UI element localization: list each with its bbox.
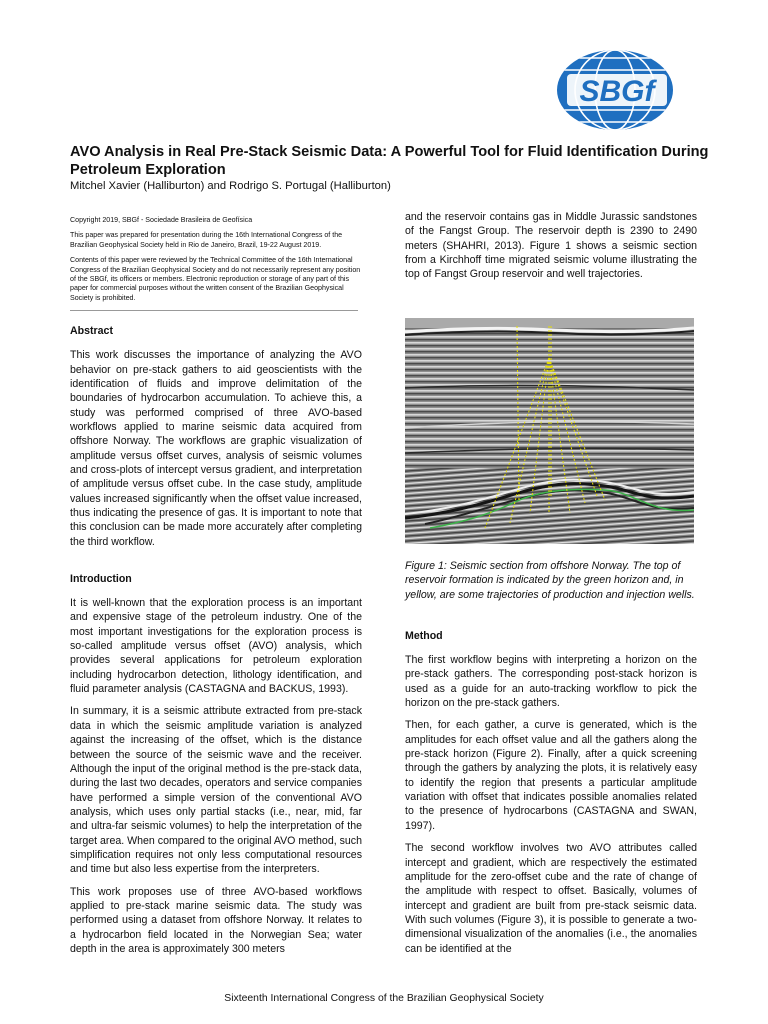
- authors: Mitchel Xavier (Halliburton) and Rodrigo S. Portugal (Halliburton): [70, 180, 391, 192]
- introduction-paragraph-2: In summary, it is a seismic attribute extracted from pre-stack data in which the seismic amplitude variation is analyzed against the increasing of the offset, which is the distance between the source of the seismic wave and the receiver. Although the input of the original method is the pre-stack data, during the last two decades, operators and service companies have performed a simple version of the conventional AVO analysis, which uses only partial stacks (i.e., near, mid, far and ultra-far seismic volumes) to help the interpretation of the target area. When compared to the original AVO method, such simplification requires not only less computational resources and time but also less expertise from the interpreters.: [70, 705, 362, 876]
- introduction-paragraph-3: This work proposes use of three AVO-based workflows applied to pre-stack marine seismic data. The study was performed using a dataset from offshore Norway. It relates to a hydrocarbon field located in the Norwegian Sea; water depth in the area is approximately 300 meters: [70, 885, 362, 955]
- presentation-notice: This paper was prepared for presentation during the 16th International Congress of the Brazilian Geophysical Society held in Rio de Janeiro, Brazil, 19-22 August 2019.: [70, 231, 343, 249]
- copyright-notice: Copyright 2019, SBGf - Sociedade Brasileira de Geofísica: [70, 216, 253, 224]
- seismic-section-figure: [405, 318, 694, 544]
- abstract-heading: Abstract: [70, 325, 113, 338]
- introduction-heading: Introduction: [70, 573, 132, 586]
- method-paragraph-1: The first workflow begins with interpreting a horizon on the pre-stack gathers. The corresponding post-stack horizon is used as a guide for an auto-tracking workflow to pick the horizon on the pre-stack gathers.: [405, 654, 697, 710]
- introduction-paragraph-1: It is well-known that the exploration process is an important and expensive stage of the petroleum industry. One of the most important investigations for the exploration process is so-called amplitude versus offset (AVO) analysis, which provides several applications for petroleum exploration including hydrocarbon detection, lithology identification, and fluid parameter analysis (CASTAGNA and BACKUS, 1993).: [70, 597, 362, 696]
- paper-title: AVO Analysis in Real Pre-Stack Seismic Data: A Powerful Tool for Fluid Identification During Petroleum Exploration: [70, 144, 709, 178]
- page-footer: Sixteenth International Congress of the Brazilian Geophysical Society: [224, 993, 544, 1004]
- logo-text: SBGf: [579, 75, 655, 108]
- reservoir-paragraph: and the reservoir contains gas in Middle Jurassic sandstones of the Fangst Group. The reservoir depth is 2390 to 2490 meters (SHAHRI, 2013). Figure 1 shows a seismic section from a Kirchhoff time migrated seismic volume illustrating the top of Fangst Group reservoir and well trajectories.: [405, 211, 697, 281]
- sbgf-logo: [553, 46, 683, 134]
- left-column: [70, 216, 362, 964]
- abstract-text: This work discusses the importance of analyzing the AVO behavior on pre-stack gathers to aid geoscientists with the identification of fluids and improve delimitation of the boundaries of hydrocarbon accumulation. To achieve this, a study was performed comprised of three AVO-based workflows applied to marine seismic data acquired from offshore Norway. The workflows are graphic visualization of amplitude versus offset curves, analysis of seismic volumes and cross-plots of intercept versus gradient, and interpretation of amplitude versus offset cube. In the case study, amplitude values increased significantly when the offset value increased, thus indicating the presence of gas. It is important to note that this conclusion can be made more accurately after completing the third workflow.: [70, 349, 362, 548]
- right-column-bottom: [405, 559, 697, 964]
- method-heading: Method: [405, 630, 443, 643]
- method-paragraph-3: The second workflow involves two AVO attributes called intercept and gradient, which are respectively the estimated amplitude for the zero-offset cube and the rate of change of the amplitude with respect to offset. Basically, volumes of intercept and gradient are built from pre-stack seismic data. With such volumes (Figure 3), it is possible to generate a two-dimensional visualization of the anomalies (i.e., the anomalies can be identified at the: [405, 842, 697, 955]
- figure-1-caption: Figure 1: Seismic section from offshore Norway. The top of reservoir formation is indicated by the green horizon and, in yellow, are some trajectories of production and injection wells.: [405, 560, 695, 601]
- method-paragraph-2: Then, for each gather, a curve is generated, which is the amplitudes for each offset value and all the gathers along the pre-stack horizon (Figure 2). Finally, after a quick screening through the gathers by analyzing the plots, it is relatively easy to identify the region that presents a particular amplitude variation with offset that indicates possible anomalies related to the presence of hydrocarbons (CASTAGNA and SWAN, 1997).: [405, 719, 697, 832]
- contents-notice: Contents of this paper were reviewed by the Technical Committee of the 16th International Congress of the Brazilian Geophysical Society and do not necessarily represent any position of the SBGf, its officers or members. Electronic reproduction or storage of any part of this paper for commercial purposes without the written consent of the Brazilian Geophysical Society is prohibited.: [70, 256, 361, 302]
- right-column-top: [405, 210, 697, 290]
